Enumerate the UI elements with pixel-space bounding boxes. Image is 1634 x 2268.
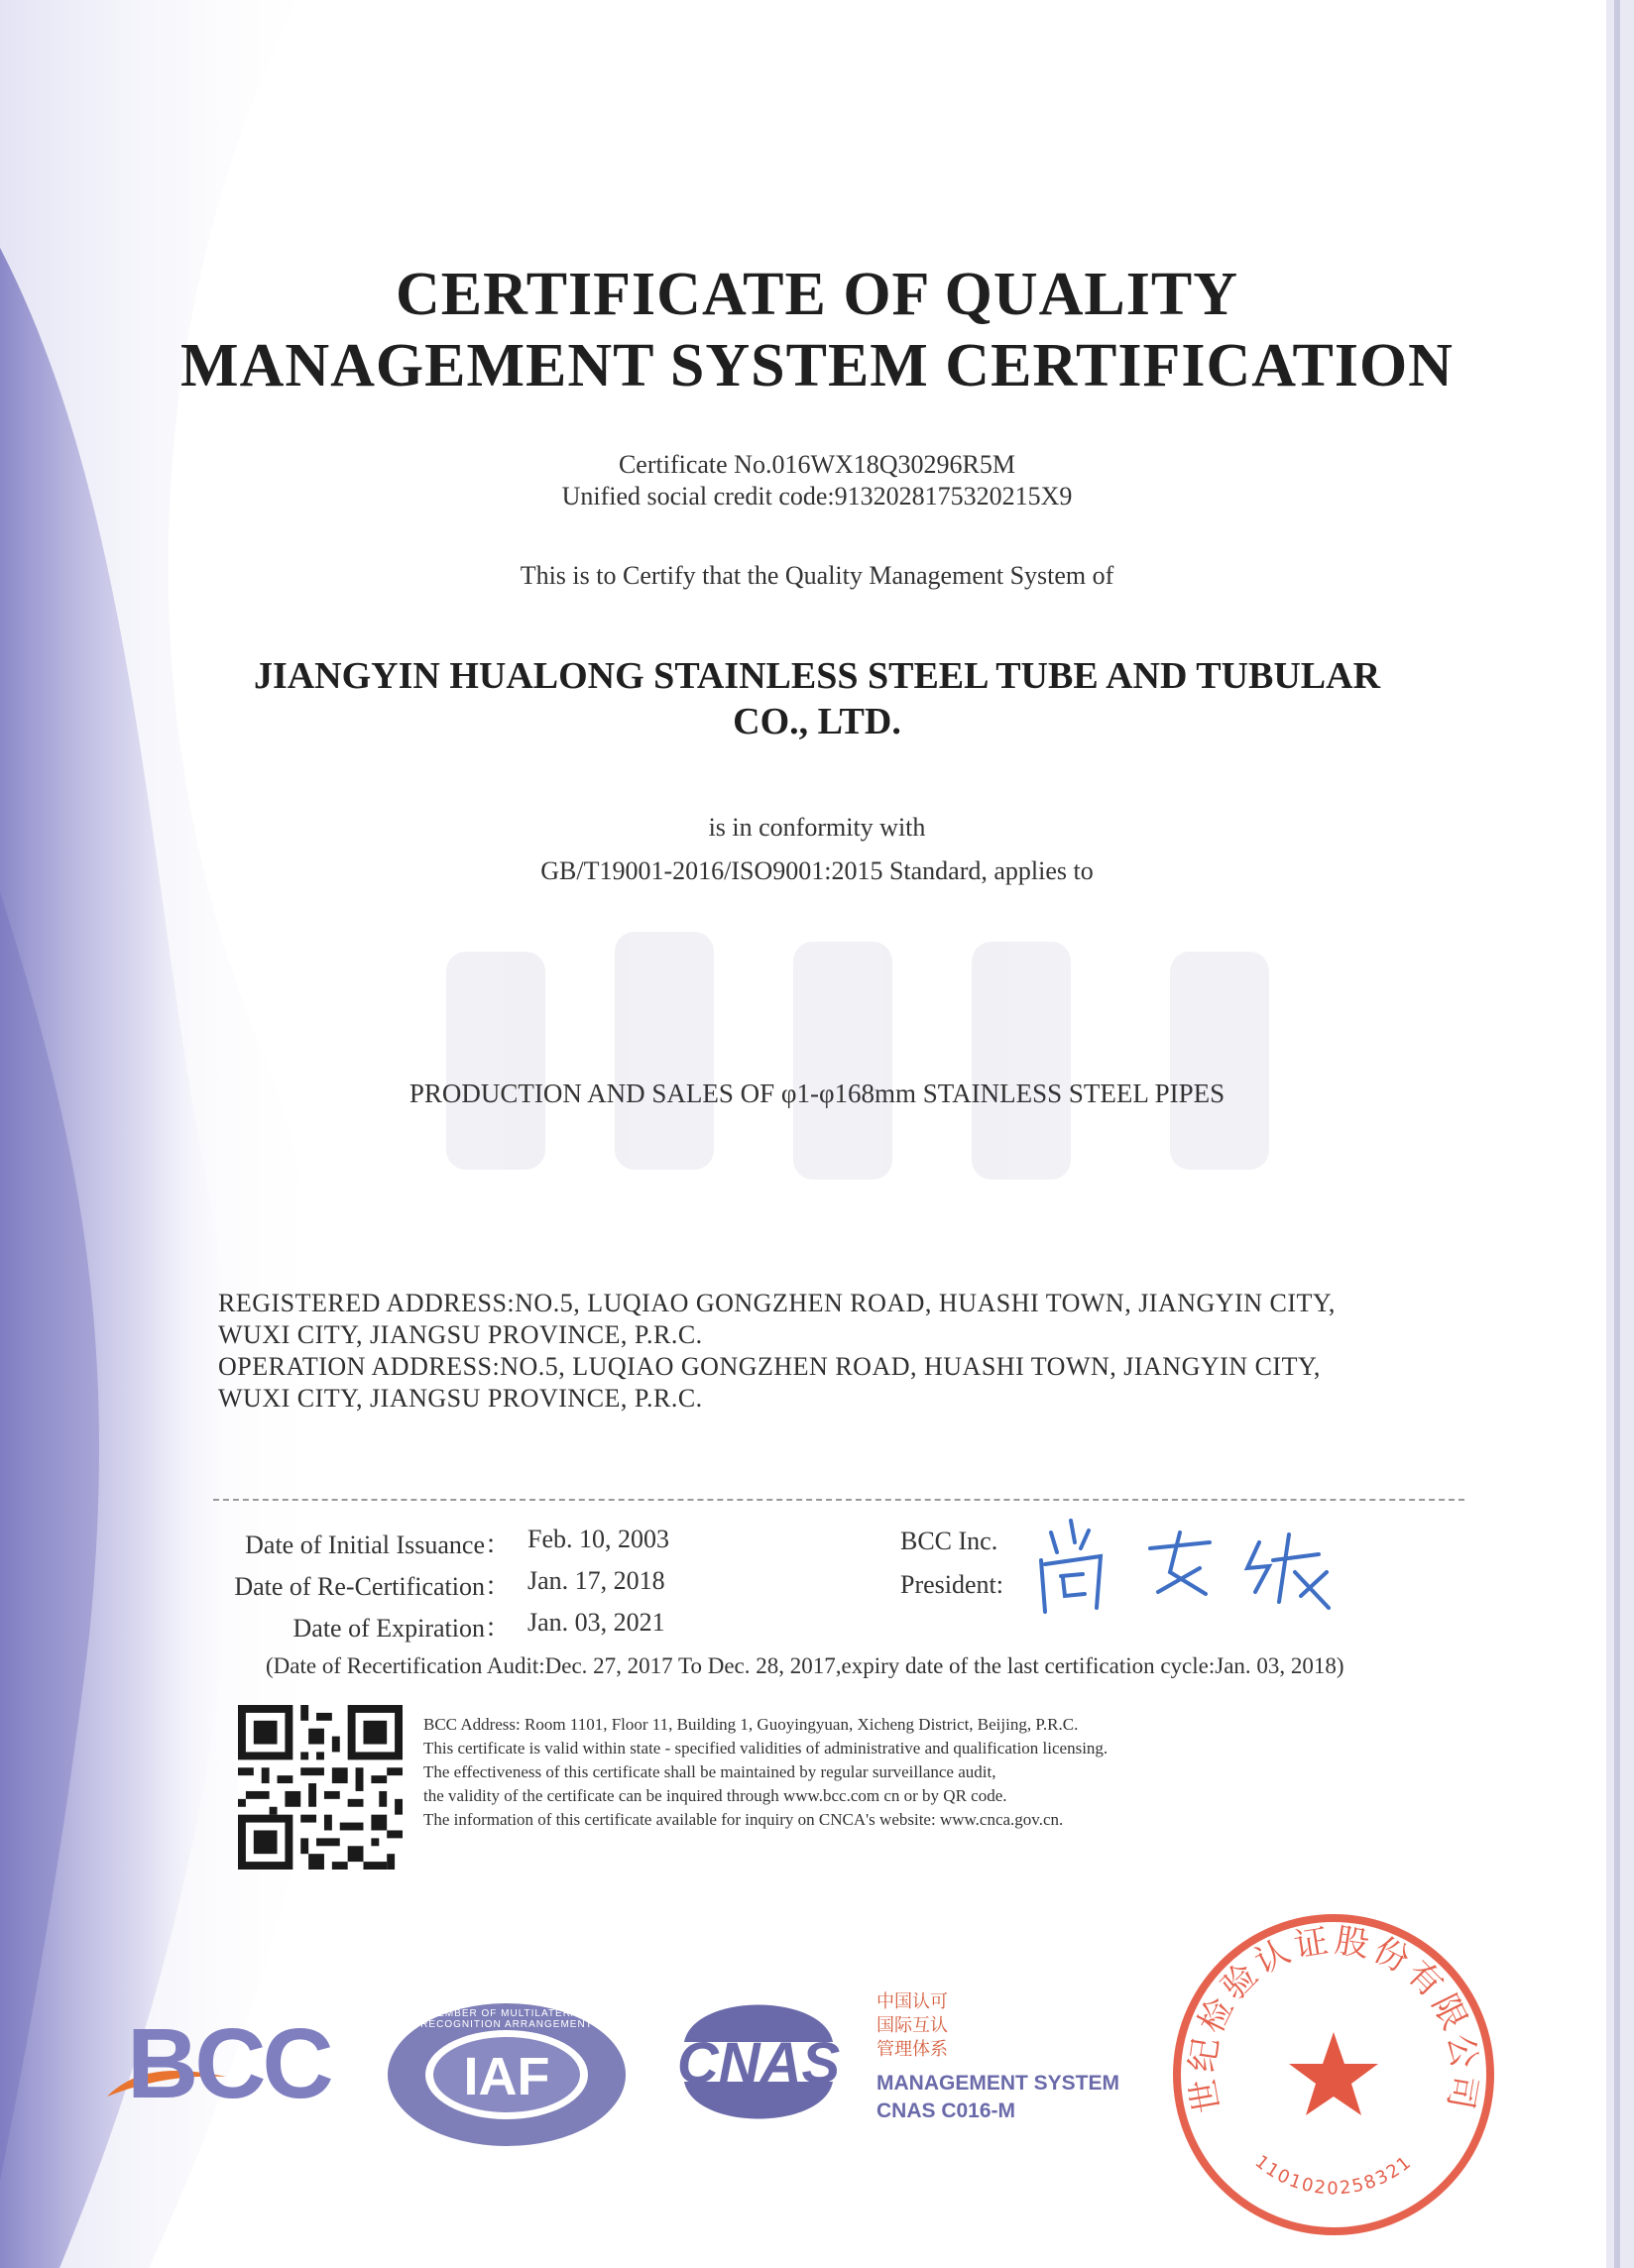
cnas-logo: [654, 1983, 863, 2141]
title-line-1: CERTIFICATE OF QUALITY: [395, 261, 1239, 328]
cnas-chinese-text: [876, 1990, 948, 2062]
cnas-chinese-line-1: 中国认可: [876, 1991, 948, 2012]
cnas-logo-text: CNAS: [676, 2031, 841, 2096]
divider: [213, 1499, 1464, 1501]
audit-note: (Date of Recertification Audit:Dec. 27, 2017 To Dec. 28, 2017,expiry date of the last certification cycle:Jan. 03, 2018): [266, 1653, 1344, 1678]
operation-address-line-2: WUXI CITY, JIANGSU PROVINCE, P.R.C.: [218, 1384, 703, 1413]
cnas-chinese-line-3: 管理体系: [876, 2039, 948, 2060]
standard-text: GB/T19001-2016/ISO9001:2015 Standard, applies to: [540, 856, 1094, 885]
company-name-line-1: JIANGYIN HUALONG STAINLESS STEEL TUBE AND TUBULAR: [253, 655, 1381, 697]
cnas-chinese-line-2: 国际互认: [876, 2015, 948, 2036]
cnas-management-system: MANAGEMENT SYSTEM: [876, 2072, 1120, 2095]
svg-text:1101020258321: [1251, 2151, 1417, 2199]
footer-line-4: the validity of the certificate can be inquired through www.bcc.com cn or by QR code.: [423, 1786, 1007, 1805]
initial-issuance-value: Feb. 10, 2003: [527, 1525, 669, 1553]
seal-text: 世纪检验认证股份有限公司: [1182, 1920, 1485, 2116]
footer-line-5: The information of this certificate available for inquiry on CNCA's website: www.cnca.gov.cn.: [423, 1810, 1064, 1829]
footer-line-1: BCC Address: Room 1101, Floor 11, Building 1, Guoyingyuan, Xicheng District, Beijing, P.R.C.: [423, 1715, 1079, 1734]
registered-address-line-1: REGISTERED ADDRESS:NO.5, LUQIAO GONGZHEN ROAD, HUASHI TOWN, JIANGYIN CITY,: [218, 1289, 1336, 1317]
recertification-label: Date of Re-Certification：: [234, 1572, 511, 1601]
footer-line-2: This certificate is valid within state - specified validities of administrative and qualification licensing.: [423, 1739, 1109, 1758]
president-signature: [1031, 1513, 1348, 1622]
expiration-value: Jan. 03, 2021: [527, 1608, 665, 1637]
issuer-name: BCC Inc.: [900, 1527, 998, 1555]
seal-star-icon: [1289, 2032, 1378, 2115]
seal-number: 1101020258321: [1250, 2151, 1417, 2200]
president-label: President:: [900, 1570, 1003, 1599]
certify-intro: This is to Certify that the Quality Management System of: [520, 561, 1114, 590]
scope-text: PRODUCTION AND SALES OF φ1-φ168mm STAINLESS STEEL PIPES: [408, 1078, 1226, 1108]
initial-issuance-label: Date of Initial Issuance：: [245, 1531, 511, 1559]
bcc-logo-text: BCC: [127, 2008, 330, 2119]
credit-code: Unified social credit code:9132028175320215X9: [561, 482, 1073, 510]
title-line-2: MANAGEMENT SYSTEM CERTIFICATION: [180, 332, 1454, 399]
iaf-logo: [385, 2000, 629, 2149]
registered-address-line-2: WUXI CITY, JIANGSU PROVINCE, P.R.C.: [218, 1320, 703, 1349]
qr-code[interactable]: [238, 1705, 403, 1870]
company-name-line-2: CO., LTD.: [733, 701, 901, 742]
recertification-value: Jan. 17, 2018: [527, 1566, 665, 1595]
operation-address-line-1: OPERATION ADDRESS:NO.5, LUQIAO GONGZHEN ROAD, HUASHI TOWN, JIANGYIN CITY,: [218, 1352, 1321, 1381]
iaf-ring-text: MEMBER OF MULTILATERAL RECOGNITION ARRANGEMENT: [420, 2008, 593, 2030]
iaf-logo-text: IAF: [463, 2047, 550, 2106]
company-seal: [1170, 1911, 1497, 2238]
certificate-number: Certificate No.016WX18Q30296R5M: [618, 450, 1016, 479]
expiration-label: Date of Expiration：: [292, 1614, 511, 1643]
conformity-text: is in conformity with: [708, 813, 926, 842]
cnas-code: CNAS C016-M: [876, 2099, 1016, 2122]
bcc-logo: [107, 2007, 355, 2126]
footer-line-3: The effectiveness of this certificate shall be maintained by regular surveillance audit,: [423, 1762, 996, 1781]
